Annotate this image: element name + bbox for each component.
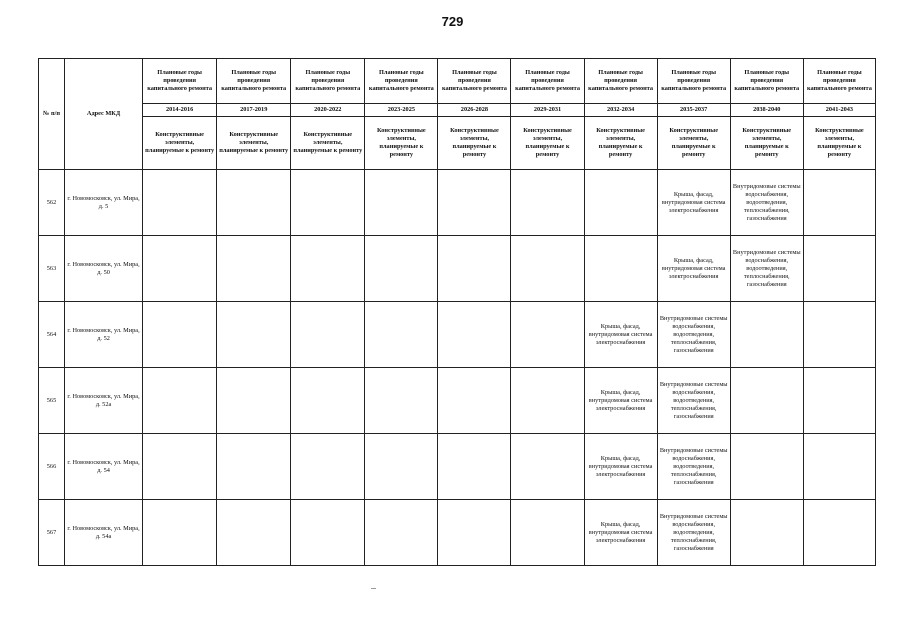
table-cell — [511, 368, 584, 434]
table-cell — [438, 236, 511, 302]
table-cell — [511, 170, 584, 236]
period-title-header: Плановые годы проведения капитального ремонта — [657, 59, 730, 104]
repair-schedule-table — [38, 58, 876, 566]
table-cell — [365, 236, 438, 302]
table-cell — [730, 368, 803, 434]
period-title-header: Плановые годы проведения капитального ремонта — [143, 59, 217, 104]
period-year-header: 2032-2034 — [584, 104, 657, 117]
table-cell — [511, 500, 584, 566]
period-title-header: Плановые годы проведения капитального ремонта — [217, 59, 291, 104]
table-cell — [143, 302, 217, 368]
period-title-header: Плановые годы проведения капитального ремонта — [584, 59, 657, 104]
period-title-header: Плановые годы проведения капитального ремонта — [365, 59, 438, 104]
table-cell — [365, 170, 438, 236]
table-cell — [143, 170, 217, 236]
table-cell — [438, 500, 511, 566]
period-year-header: 2014-2016 — [143, 104, 217, 117]
table-cell — [511, 434, 584, 500]
table-cell — [365, 500, 438, 566]
table-row — [39, 170, 876, 236]
table-cell — [217, 236, 291, 302]
element-header: Конструктивные элементы, планируемые к ремонту — [657, 117, 730, 170]
table-cell: Внутридомовые системы водоснабжения, водоотведения, теплоснабжения, газоснабжения — [657, 368, 730, 434]
row-number: 562 — [39, 170, 65, 236]
element-header: Конструктивные элементы, планируемые к ремонту — [803, 117, 875, 170]
table-cell: Внутридомовые системы водоснабжения, водоотведения, теплоснабжения, газоснабжения — [730, 170, 803, 236]
table-cell: Крыша, фасад, внутридомовая система электроснабжения — [584, 434, 657, 500]
table-cell — [803, 236, 875, 302]
table-cell — [217, 368, 291, 434]
period-year-header: 2035-2037 — [657, 104, 730, 117]
period-title-header: Плановые годы проведения капитального ремонта — [803, 59, 875, 104]
table-cell — [291, 236, 365, 302]
table-cell — [143, 236, 217, 302]
table-row — [39, 236, 876, 302]
table-cell — [438, 434, 511, 500]
table-cell — [803, 170, 875, 236]
period-year-header: 2041-2043 — [803, 104, 875, 117]
header-title-row — [39, 59, 876, 104]
table-cell — [438, 302, 511, 368]
row-address: г. Новомосковск, ул. Мира, д. 52а — [65, 368, 143, 434]
row-number: 566 — [39, 434, 65, 500]
table-cell — [291, 302, 365, 368]
table-cell: Внутридомовые системы водоснабжения, водоотведения, теплоснабжения, газоснабжения — [657, 434, 730, 500]
row-number: 564 — [39, 302, 65, 368]
table-cell — [217, 500, 291, 566]
period-title-header: Плановые годы проведения капитального ремонта — [511, 59, 584, 104]
table-cell — [438, 368, 511, 434]
table-cell — [803, 434, 875, 500]
table-cell — [143, 368, 217, 434]
table-cell — [584, 170, 657, 236]
period-title-header: Плановые годы проведения капитального ремонта — [438, 59, 511, 104]
table-cell — [217, 434, 291, 500]
row-address: г. Новомосковск, ул. Мира, д. 52 — [65, 302, 143, 368]
table-cell: Крыша, фасад, внутридомовая система электроснабжения — [657, 170, 730, 236]
table-cell: Крыша, фасад, внутридомовая система электроснабжения — [584, 302, 657, 368]
table-cell: Внутридомовые системы водоснабжения, водоотведения, теплоснабжения, газоснабжения — [657, 302, 730, 368]
row-address: г. Новомосковск, ул. Мира, д. 5 — [65, 170, 143, 236]
period-year-header: 2038-2040 — [730, 104, 803, 117]
table-cell: Внутридомовые системы водоснабжения, водоотведения, теплоснабжения, газоснабжения — [730, 236, 803, 302]
table-cell — [291, 500, 365, 566]
table-cell — [217, 170, 291, 236]
period-year-header: 2026-2028 — [438, 104, 511, 117]
table-cell — [730, 500, 803, 566]
table-cell — [217, 302, 291, 368]
table-cell: Внутридомовые системы водоснабжения, водоотведения, теплоснабжения, газоснабжения — [657, 500, 730, 566]
element-header: Конструктивные элементы, планируемые к ремонту — [438, 117, 511, 170]
table-row — [39, 500, 876, 566]
table-cell — [438, 170, 511, 236]
period-year-header: 2017-2019 — [217, 104, 291, 117]
table-cell — [803, 500, 875, 566]
table-cell — [803, 368, 875, 434]
period-year-header: 2029-2031 — [511, 104, 584, 117]
table-cell — [291, 368, 365, 434]
row-number: 563 — [39, 236, 65, 302]
table-cell: Крыша, фасад, внутридомовая система электроснабжения — [584, 500, 657, 566]
table-row — [39, 302, 876, 368]
element-header: Конструктивные элементы, планируемые к ремонту — [217, 117, 291, 170]
row-number: 567 — [39, 500, 65, 566]
table-row — [39, 434, 876, 500]
table-cell: Крыша, фасад, внутридомовая система электроснабжения — [584, 368, 657, 434]
table-cell — [365, 368, 438, 434]
row-address: г. Новомосковск, ул. Мира, д. 54 — [65, 434, 143, 500]
table-cell — [730, 434, 803, 500]
page-number: 729 — [441, 14, 464, 29]
element-header: Конструктивные элементы, планируемые к ремонту — [730, 117, 803, 170]
table-cell — [291, 170, 365, 236]
table-cell — [803, 302, 875, 368]
table-cell — [365, 302, 438, 368]
table-cell — [365, 434, 438, 500]
table-cell — [584, 236, 657, 302]
header-year-row — [39, 104, 876, 117]
period-year-header: 2020-2022 — [291, 104, 365, 117]
column-header-number: № п/п — [39, 59, 65, 170]
table-cell — [143, 500, 217, 566]
row-address: г. Новомосковск, ул. Мира, д. 50 — [65, 236, 143, 302]
period-title-header: Плановые годы проведения капитального ремонта — [730, 59, 803, 104]
element-header: Конструктивные элементы, планируемые к ремонту — [511, 117, 584, 170]
table-cell — [730, 302, 803, 368]
period-title-header: Плановые годы проведения капитального ремонта — [291, 59, 365, 104]
table-cell: Крыша, фасад, внутридомовая система электроснабжения — [657, 236, 730, 302]
table-cell — [511, 236, 584, 302]
element-header: Конструктивные элементы, планируемые к ремонту — [143, 117, 217, 170]
element-header: Конструктивные элементы, планируемые к ремонту — [291, 117, 365, 170]
row-number: 565 — [39, 368, 65, 434]
table-cell — [511, 302, 584, 368]
period-year-header: 2023-2025 — [365, 104, 438, 117]
row-address: г. Новомосковск, ул. Мира, д. 54а — [65, 500, 143, 566]
column-header-address: Адрес МКД — [65, 59, 143, 170]
table-cell — [143, 434, 217, 500]
header-element-row — [39, 117, 876, 170]
table-row — [39, 368, 876, 434]
element-header: Конструктивные элементы, планируемые к ремонту — [584, 117, 657, 170]
table-cell — [291, 434, 365, 500]
scan-mark — [371, 588, 376, 589]
element-header: Конструктивные элементы, планируемые к ремонту — [365, 117, 438, 170]
